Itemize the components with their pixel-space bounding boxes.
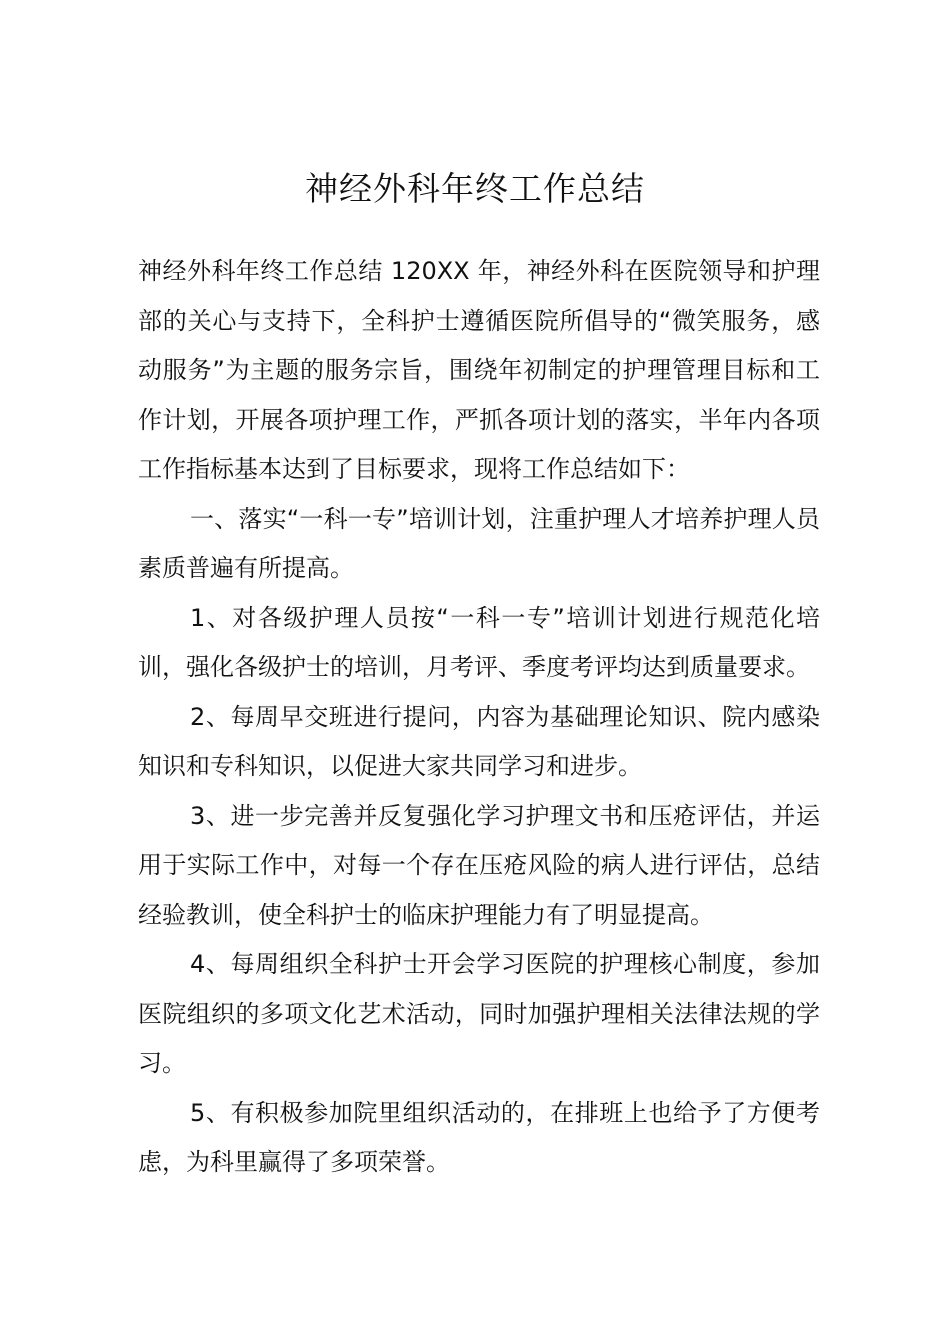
list-item-5: 5、有积极参加院里组织活动的，在排班上也给予了方便考虑，为科里赢得了多项荣誉。 [138,1098,820,1176]
list-item-3: 3、进一步完善并反复强化学习护理文书和压疮评估，并运用于实际工作中，对每一个存在压疮风险的病人进行评估，总结经验教训，使全科护士的临床护理能力有了明显提高。 [138,801,820,929]
list-item-4: 4、每周组织全科护士开会学习医院的护理核心制度，参加医院组织的多项文化艺术活动，同时加强护理相关法律法规的学习。 [138,950,820,1077]
section-heading-1: 一、落实“一科一专”培训计划，注重护理人才培养护理人员素质普遍有所提高。 [138,504,820,582]
intro-paragraph: 神经外科年终工作总结 120XX 年，神经外科在医院领导和护理部的关心与支持下，全科护士遵循医院所倡导的“微笑服务，感动服务”为主题的服务宗旨，围绕年初制定的护理管理目标和工作计划，开展各项护理工作，严抓各项计划的落实，半年内各项工作指标基本达到了目标要求，现将工作总结如下： [138,257,820,483]
list-item-2: 2、每周早交班进行提问，内容为基础理论知识、院内感染知识和专科知识，以促进大家共同学习和进步。 [138,702,820,780]
document-title: 神经外科年终工作总结 [305,169,645,208]
document-body [138,247,820,1188]
list-item-1: 1、对各级护理人员按“一科一专”培训计划进行规范化培训，强化各级护士的培训，月考评、季度考评均达到质量要求。 [138,603,820,681]
